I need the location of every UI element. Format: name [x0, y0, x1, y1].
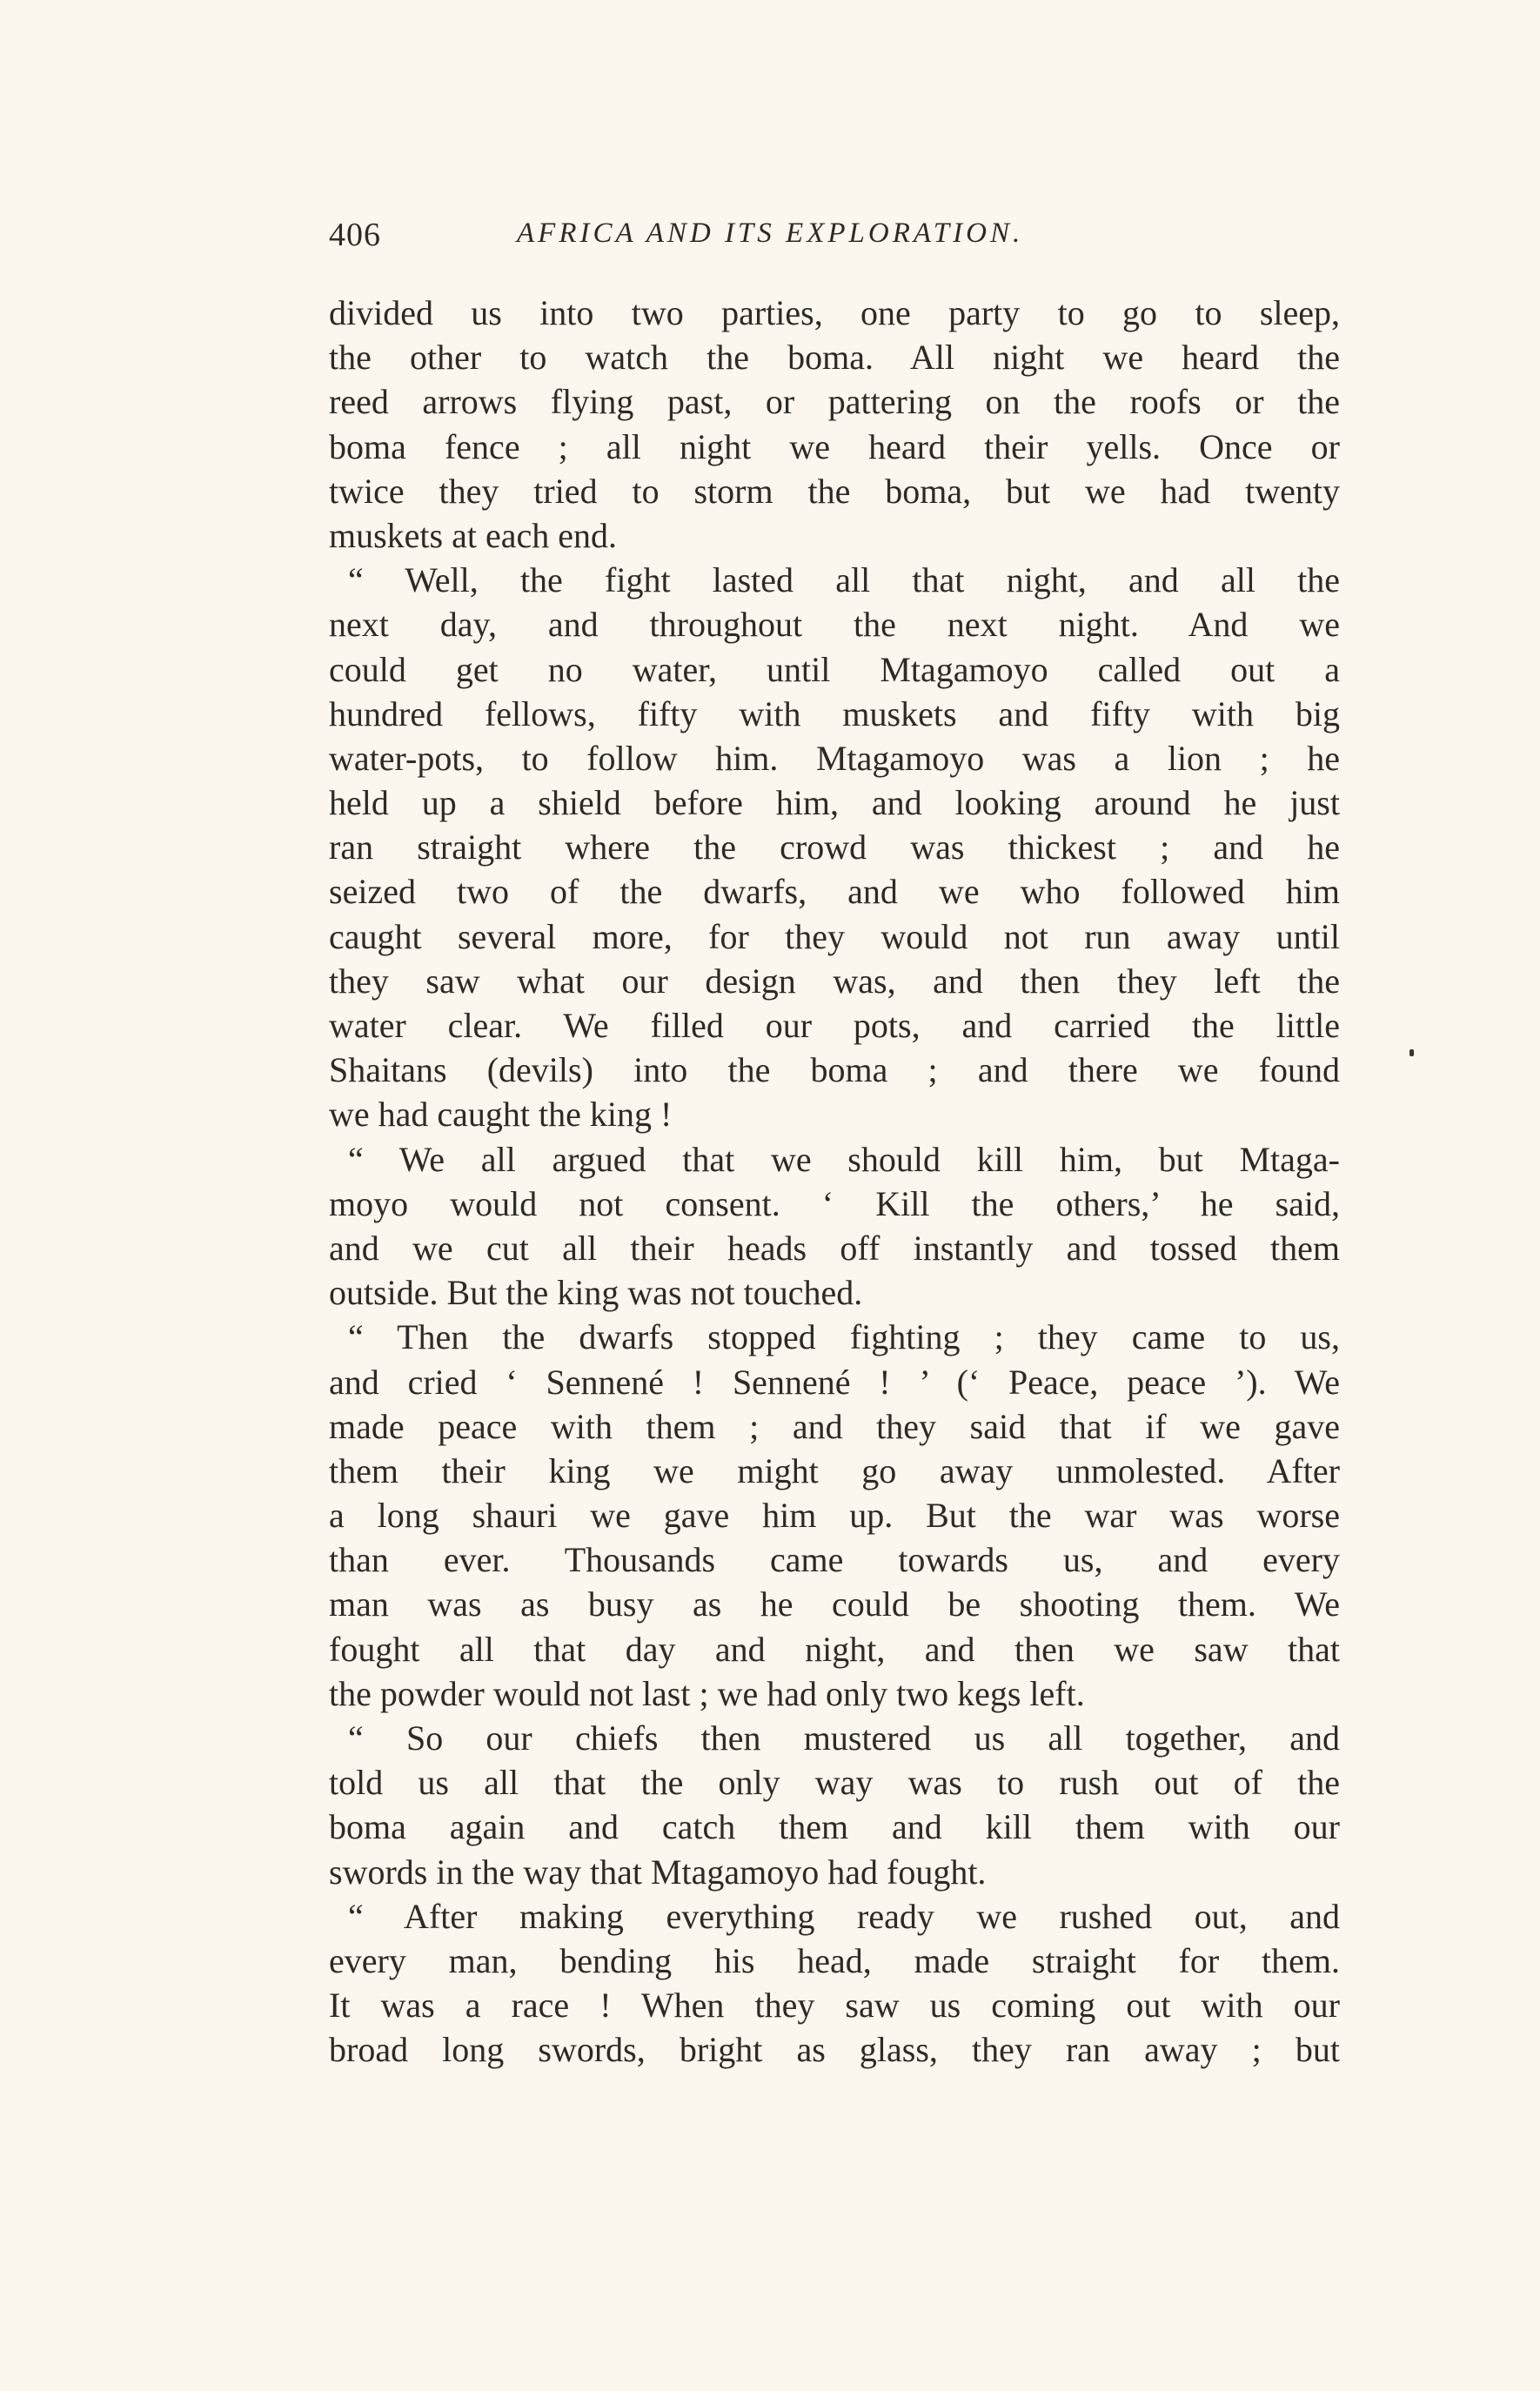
text-line: the other to watch the boma. All night we heard the	[329, 338, 1340, 378]
running-title: AFRICA AND ITS EXPLORATION.	[517, 218, 1024, 249]
text-line: every man, bending his head, made straight for them.	[329, 1940, 1340, 1980]
text-line: ran straight where the crowd was thickest ; and he	[329, 827, 1340, 867]
text-line: hundred fellows, fifty with muskets and fifty with big	[329, 693, 1340, 733]
text-line: man was as busy as he could be shooting them. We	[329, 1584, 1340, 1624]
text-line: seized two of the dwarfs, and we who followed him	[329, 872, 1340, 912]
text-line: caught several more, for they would not run away until	[329, 916, 1340, 956]
text-line: water-pots, to follow him. Mtagamoyo was a lion ; he	[329, 738, 1340, 778]
text-line: “ Then the dwarfs stopped fighting ; they came to us,	[348, 1317, 1340, 1357]
text-line: swords in the way that Mtagamoyo had fought.	[329, 1852, 987, 1892]
text-line: they saw what our design was, and then they left the	[329, 961, 1340, 1001]
text-line: a long shauri we gave him up. But the war was worse	[329, 1496, 1340, 1536]
text-line: water clear. We filled our pots, and carried the little	[329, 1006, 1340, 1045]
text-line: them their king we might go away unmolested. After	[329, 1450, 1340, 1490]
text-line: and we cut all their heads off instantly and tossed them	[329, 1228, 1340, 1268]
text-line: fought all that day and night, and then we saw that	[329, 1629, 1340, 1669]
text-line: muskets at each end.	[329, 515, 617, 555]
text-line: broad long swords, bright as glass, they ran away ; but	[329, 2030, 1340, 2070]
text-line: Shaitans (devils) into the boma ; and there we found	[329, 1050, 1340, 1090]
text-line: “ After making everything ready we rushed out, and	[348, 1896, 1340, 1936]
text-line: outside. But the king was not touched.	[329, 1273, 863, 1313]
text-line: It was a race ! When they saw us coming out with our	[329, 1986, 1340, 2026]
text-line: reed arrows flying past, or pattering on the roofs or the	[329, 382, 1340, 422]
text-line: moyo would not consent. ‘ Kill the others,’ he said,	[329, 1183, 1340, 1223]
text-line: could get no water, until Mtagamoyo called out a	[329, 649, 1340, 689]
text-line: boma fence ; all night we heard their yells. Once or	[329, 426, 1340, 466]
text-line: “ So our chiefs then mustered us all together, and	[348, 1718, 1340, 1758]
text-line: we had caught the king !	[329, 1095, 673, 1135]
ink-speck	[1409, 1049, 1414, 1056]
text-line: told us all that the only way was to rush out of the	[329, 1763, 1340, 1803]
text-line: and cried ‘ Sennené ! Sennené ! ’ (‘ Peace, peace ’). We	[329, 1362, 1340, 1402]
page-number: 406	[329, 217, 381, 253]
text-line: twice they tried to storm the boma, but we had twenty	[329, 471, 1340, 511]
text-line: “ Well, the fight lasted all that night, and all the	[348, 560, 1340, 600]
text-line: boma again and catch them and kill them with our	[329, 1807, 1340, 1847]
text-line: the powder would not last ; we had only two kegs left.	[329, 1673, 1085, 1713]
text-line: than ever. Thousands came towards us, and every	[329, 1540, 1340, 1580]
body-text	[329, 291, 1340, 2073]
text-line: held up a shield before him, and looking around he just	[329, 783, 1340, 823]
text-line: “ We all argued that we should kill him, but Mtaga-	[348, 1139, 1340, 1179]
text-line: next day, and throughout the next night. And we	[329, 605, 1340, 645]
running-head	[329, 216, 1182, 268]
text-line: divided us into two parties, one party to go to sleep,	[329, 293, 1340, 332]
text-line: made peace with them ; and they said that if we gave	[329, 1406, 1340, 1446]
